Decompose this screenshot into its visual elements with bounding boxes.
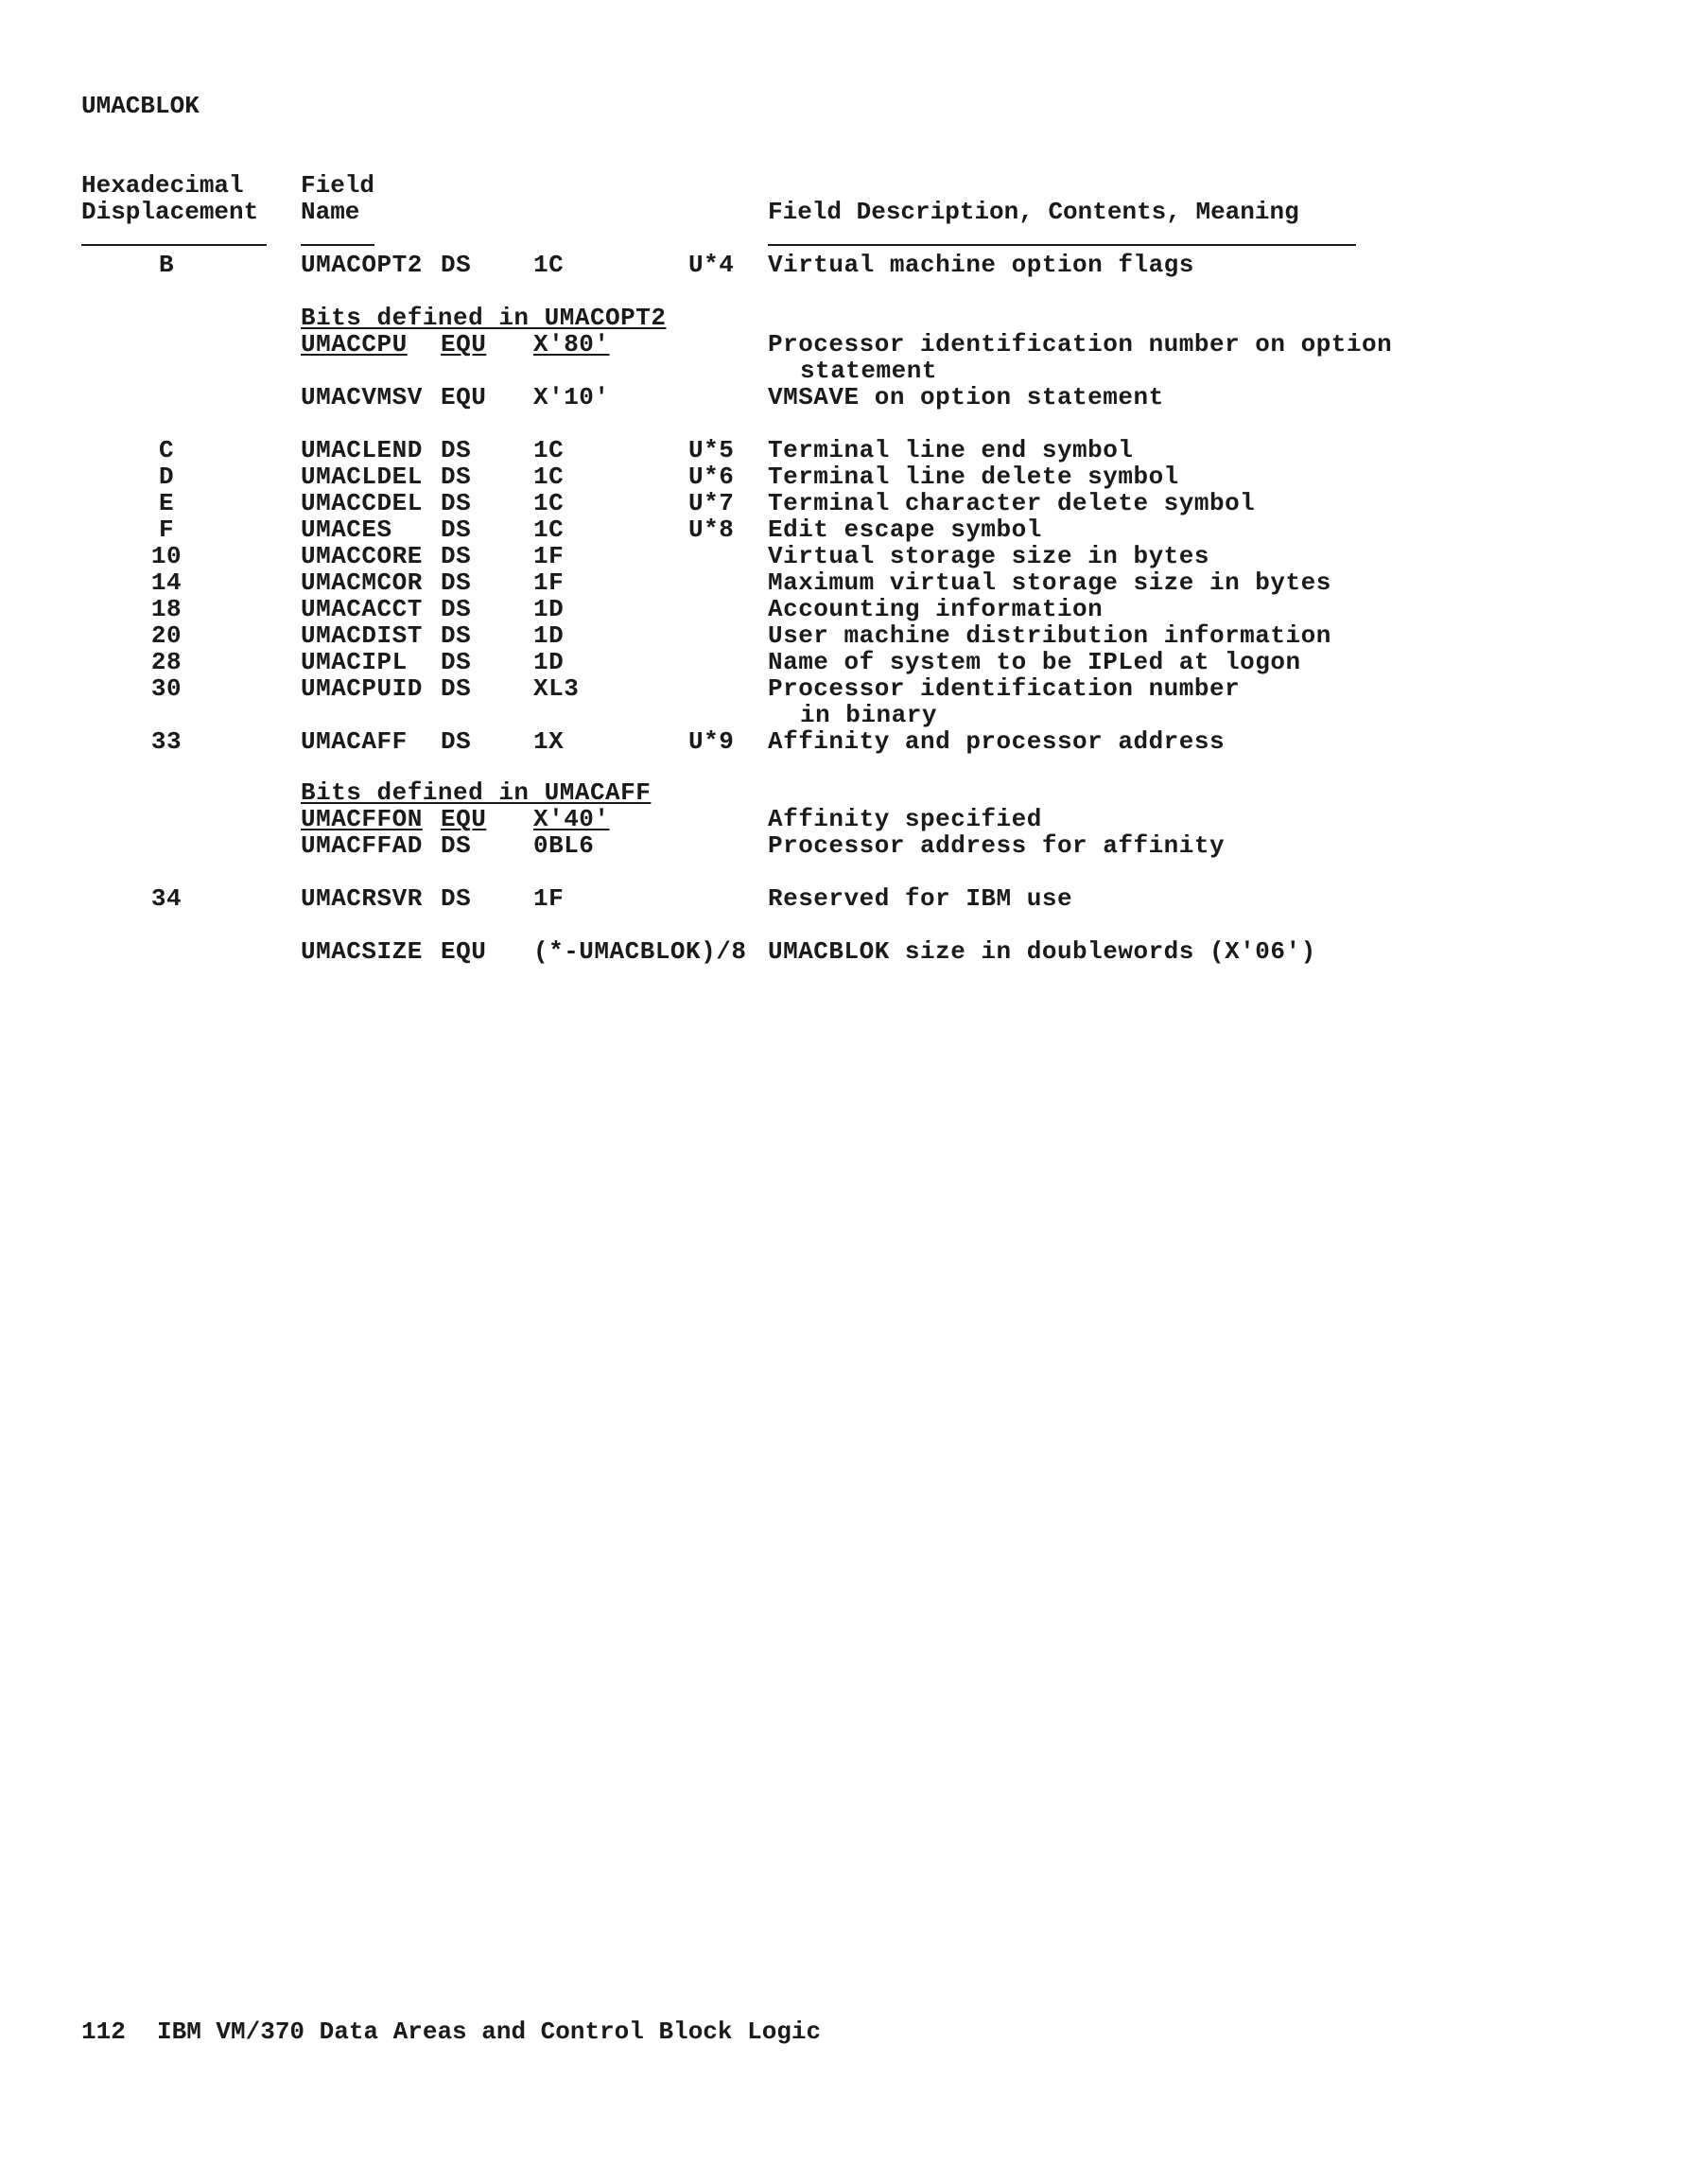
row-displacement: 30 — [150, 674, 183, 703]
row-field-name: UMACOPT2 — [301, 251, 423, 279]
row-value: 1F — [533, 542, 565, 570]
row-note: U*5 — [688, 436, 735, 464]
row-description: Terminal line delete symbol — [768, 463, 1179, 491]
row-note: U*4 — [688, 251, 735, 279]
row-op: EQU — [441, 805, 487, 833]
row-note: U*8 — [688, 515, 735, 544]
row-op: EQU — [441, 330, 487, 358]
row-field-name: UMACCORE — [301, 542, 423, 570]
row-op: DS — [441, 831, 472, 860]
col-hex-header-line1: Hexadecimal — [81, 171, 244, 200]
row-description: VMSAVE on option statement — [768, 383, 1164, 411]
row-description: Edit escape symbol — [768, 515, 1042, 544]
row-value: X'80' — [533, 330, 610, 358]
row-description: Processor address for affinity — [768, 831, 1226, 860]
row-displacement: B — [158, 251, 175, 279]
footer-book-title: IBM VM/370 Data Areas and Control Block Logic — [157, 2018, 822, 2046]
hex-header-rule — [81, 244, 267, 246]
row-field-name: UMACES — [301, 515, 392, 544]
row-displacement: E — [158, 489, 175, 517]
col-name-header-line2: Name — [301, 198, 360, 226]
row-note: U*6 — [688, 463, 735, 491]
row-description: Processor identification number — [768, 674, 1241, 703]
row-field-name: UMACACCT — [301, 595, 423, 623]
row-description: Processor identification number on option — [768, 330, 1393, 358]
row-field-name: UMACPUID — [301, 674, 423, 703]
row-description-cont: statement — [800, 357, 937, 385]
row-description: Terminal line end symbol — [768, 436, 1134, 464]
row-note: U*9 — [688, 727, 735, 756]
row-description: Virtual machine option flags — [768, 251, 1194, 279]
row-field-name: UMACRSVR — [301, 884, 423, 913]
row-note: U*7 — [688, 489, 735, 517]
row-description: Accounting information — [768, 595, 1104, 623]
row-field-name: UMACCDEL — [301, 489, 423, 517]
section-heading: Bits defined in UMACAFF — [301, 778, 652, 807]
row-value: (*-UMACBLOK)/8 — [533, 937, 747, 966]
row-value: X'10' — [533, 383, 610, 411]
row-description: Name of system to be IPLed at logon — [768, 648, 1301, 676]
row-displacement: C — [158, 436, 175, 464]
row-value: 1D — [533, 648, 565, 676]
row-field-name: UMACSIZE — [301, 937, 423, 966]
row-value: 1D — [533, 595, 565, 623]
row-value: X'40' — [533, 805, 610, 833]
row-value: 1F — [533, 568, 565, 597]
row-description-cont: in binary — [800, 701, 937, 729]
row-description: UMACBLOK size in doublewords (X'06') — [768, 937, 1316, 966]
row-value: 1C — [533, 515, 565, 544]
row-op: DS — [441, 251, 472, 279]
row-op: DS — [441, 648, 472, 676]
row-value: 1C — [533, 436, 565, 464]
row-description: Terminal character delete symbol — [768, 489, 1256, 517]
row-value: 1C — [533, 463, 565, 491]
row-displacement: 28 — [150, 648, 183, 676]
row-op: DS — [441, 515, 472, 544]
row-value: 0BL6 — [533, 831, 595, 860]
row-displacement: 34 — [150, 884, 183, 913]
col-hex-header-line2: Displacement — [81, 198, 259, 226]
row-description: Affinity and processor address — [768, 727, 1226, 756]
row-field-name: UMACMCOR — [301, 568, 423, 597]
row-displacement: 18 — [150, 595, 183, 623]
row-description: User machine distribution information — [768, 621, 1331, 650]
name-header-rule — [301, 244, 374, 246]
row-displacement: 14 — [150, 568, 183, 597]
row-value: 1C — [533, 251, 565, 279]
page-title: UMACBLOK — [81, 92, 200, 120]
row-description: Affinity specified — [768, 805, 1042, 833]
row-displacement: 33 — [150, 727, 183, 756]
row-op: DS — [441, 621, 472, 650]
row-op: DS — [441, 727, 472, 756]
row-op: DS — [441, 568, 472, 597]
row-op: DS — [441, 489, 472, 517]
row-value: XL3 — [533, 674, 580, 703]
row-field-name: UMACLEND — [301, 436, 423, 464]
row-value: 1D — [533, 621, 565, 650]
row-op: DS — [441, 674, 472, 703]
row-field-name: UMACFFAD — [301, 831, 423, 860]
section-heading: Bits defined in UMACOPT2 — [301, 304, 667, 332]
row-description: Maximum virtual storage size in bytes — [768, 568, 1331, 597]
row-value: 1X — [533, 727, 565, 756]
row-value: 1F — [533, 884, 565, 913]
row-field-name: UMACAFF — [301, 727, 408, 756]
row-op: DS — [441, 595, 472, 623]
row-description: Reserved for IBM use — [768, 884, 1073, 913]
row-displacement: D — [158, 463, 175, 491]
row-op: DS — [441, 884, 472, 913]
row-op: EQU — [441, 383, 487, 411]
col-name-header-line1: Field — [301, 171, 375, 200]
row-field-name: UMACFFON — [301, 805, 423, 833]
desc-header-rule — [768, 244, 1356, 246]
row-field-name: UMACLDEL — [301, 463, 423, 491]
row-value: 1C — [533, 489, 565, 517]
row-op: DS — [441, 436, 472, 464]
row-field-name: UMACIPL — [301, 648, 408, 676]
row-displacement: 20 — [150, 621, 183, 650]
col-desc-header: Field Description, Contents, Meaning — [768, 198, 1299, 226]
row-field-name: UMACVMSV — [301, 383, 423, 411]
row-field-name: UMACDIST — [301, 621, 423, 650]
row-field-name: UMACCPU — [301, 330, 408, 358]
row-op: DS — [441, 463, 472, 491]
row-displacement: 10 — [150, 542, 183, 570]
row-description: Virtual storage size in bytes — [768, 542, 1209, 570]
row-displacement: F — [158, 515, 175, 544]
footer-page-number: 112 — [81, 2018, 126, 2046]
row-op: DS — [441, 542, 472, 570]
row-op: EQU — [441, 937, 487, 966]
